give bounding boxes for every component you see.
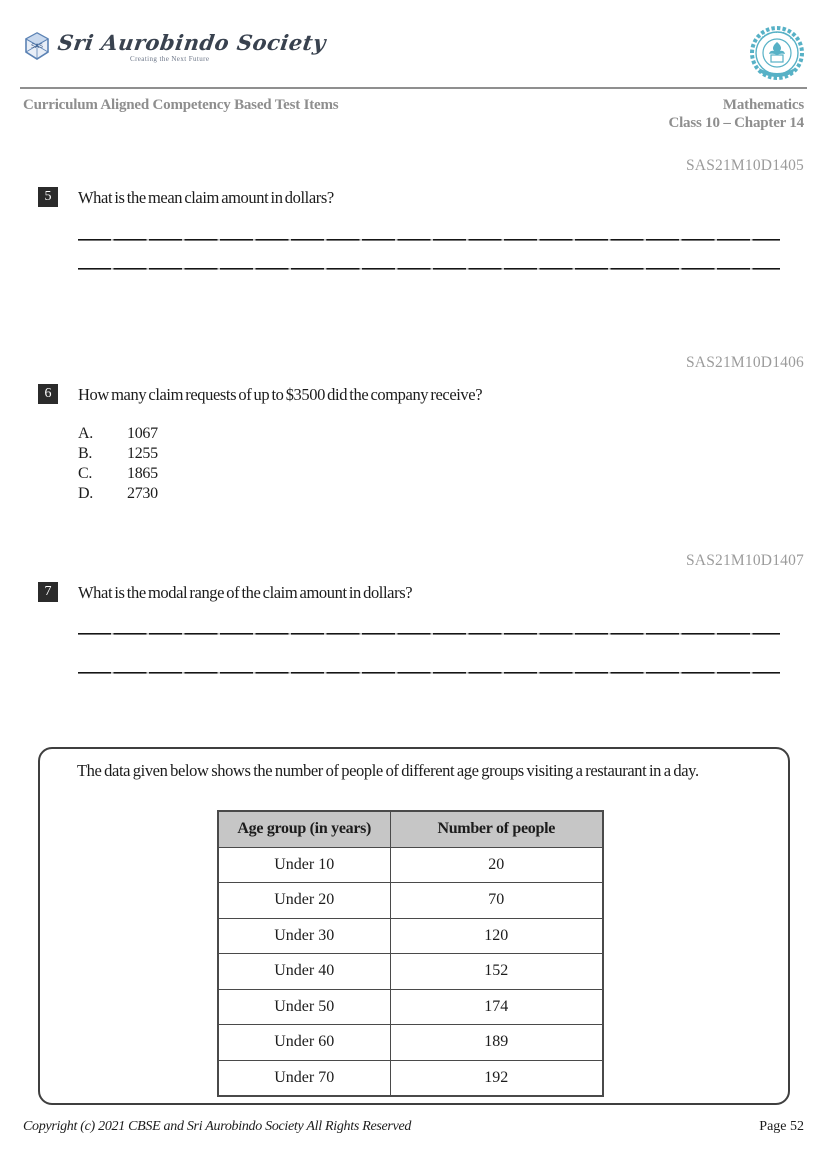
subject-block — [668, 97, 804, 132]
table-cell: 152 — [390, 954, 603, 990]
option-label: C. — [78, 465, 93, 482]
option-list — [78, 424, 158, 504]
table-row — [218, 847, 603, 883]
table-cell: 70 — [390, 883, 603, 919]
question-number-badge-5: 5 — [38, 187, 58, 207]
option-value: 1067 — [127, 425, 158, 442]
answer-line — [78, 238, 780, 241]
answer-line — [78, 671, 780, 674]
cbse-seal-icon — [749, 24, 805, 89]
society-logo-text: Sri Aurobindo Society — [56, 30, 328, 55]
table-row — [218, 954, 603, 990]
question-number-badge-7: 7 — [38, 582, 58, 602]
header-divider — [20, 87, 807, 89]
table-row — [218, 1060, 603, 1096]
society-logo — [22, 32, 326, 63]
gem-logo-icon — [22, 32, 52, 60]
option-row-d — [78, 484, 158, 504]
table-cell: Under 20 — [218, 883, 390, 919]
data-box-intro: The data given below shows the number of people of different age groups visiting a restaurant in a day. — [77, 761, 699, 780]
table-cell: Under 50 — [218, 989, 390, 1025]
frequency-table — [217, 810, 604, 1097]
option-value: 1255 — [127, 445, 158, 462]
question-code-7: SAS21M10D1407 — [685, 552, 804, 569]
table-cell: Under 60 — [218, 1025, 390, 1061]
society-logo-tagline: Creating the Next Future — [130, 55, 210, 63]
question-text-5: What is the mean claim amount in dollars? — [78, 188, 334, 207]
table-row — [218, 989, 603, 1025]
table-row — [218, 918, 603, 954]
table-header-cell: Number of people — [390, 811, 603, 847]
table-cell: Under 70 — [218, 1060, 390, 1096]
option-row-a — [78, 424, 158, 444]
question-5 — [38, 187, 787, 208]
question-7 — [38, 582, 787, 603]
option-value: 1865 — [127, 465, 158, 482]
svg-text:•••••: ••••• — [773, 30, 785, 35]
option-label: A. — [78, 425, 93, 442]
table-cell: Under 40 — [218, 954, 390, 990]
question-text-7: What is the modal range of the claim amount in dollars? — [78, 583, 413, 602]
table-cell: Under 30 — [218, 918, 390, 954]
question-text-6: How many claim requests of up to $3500 did the company receive? — [78, 385, 483, 404]
subject-label: Mathematics — [722, 97, 804, 113]
option-label: D. — [78, 485, 93, 502]
question-6 — [38, 384, 787, 405]
answer-line — [78, 632, 780, 635]
option-label: B. — [78, 445, 93, 462]
table-row — [218, 883, 603, 919]
page-number: Page 52 — [759, 1119, 804, 1134]
svg-text:SAS: SAS — [31, 43, 43, 50]
question-code-5: SAS21M10D1405 — [685, 157, 804, 174]
svg-text:•••: ••• — [758, 32, 768, 41]
table-cell: 192 — [390, 1060, 603, 1096]
data-box — [38, 747, 790, 1105]
table-cell: Under 10 — [218, 847, 390, 883]
svg-text:•••: ••• — [788, 35, 798, 44]
document-title: Curriculum Aligned Competency Based Test Items — [23, 97, 339, 113]
table-header-row — [218, 811, 603, 847]
answer-line — [78, 267, 780, 270]
question-number-badge-6: 6 — [38, 384, 58, 404]
table-row — [218, 1025, 603, 1061]
option-value: 2730 — [127, 485, 158, 502]
option-row-b — [78, 444, 158, 464]
table-cell: 120 — [390, 918, 603, 954]
table-cell: 20 — [390, 847, 603, 883]
class-chapter-label: Class 10 – Chapter 14 — [668, 114, 804, 131]
table-cell: 189 — [390, 1025, 603, 1061]
option-row-c — [78, 464, 158, 484]
question-code-6: SAS21M10D1406 — [685, 354, 804, 371]
table-cell: 174 — [390, 989, 603, 1025]
footer-copyright: Copyright (c) 2021 CBSE and Sri Aurobindo Society All Rights Reserved — [23, 1119, 412, 1134]
table-header-cell: Age group (in years) — [218, 811, 390, 847]
